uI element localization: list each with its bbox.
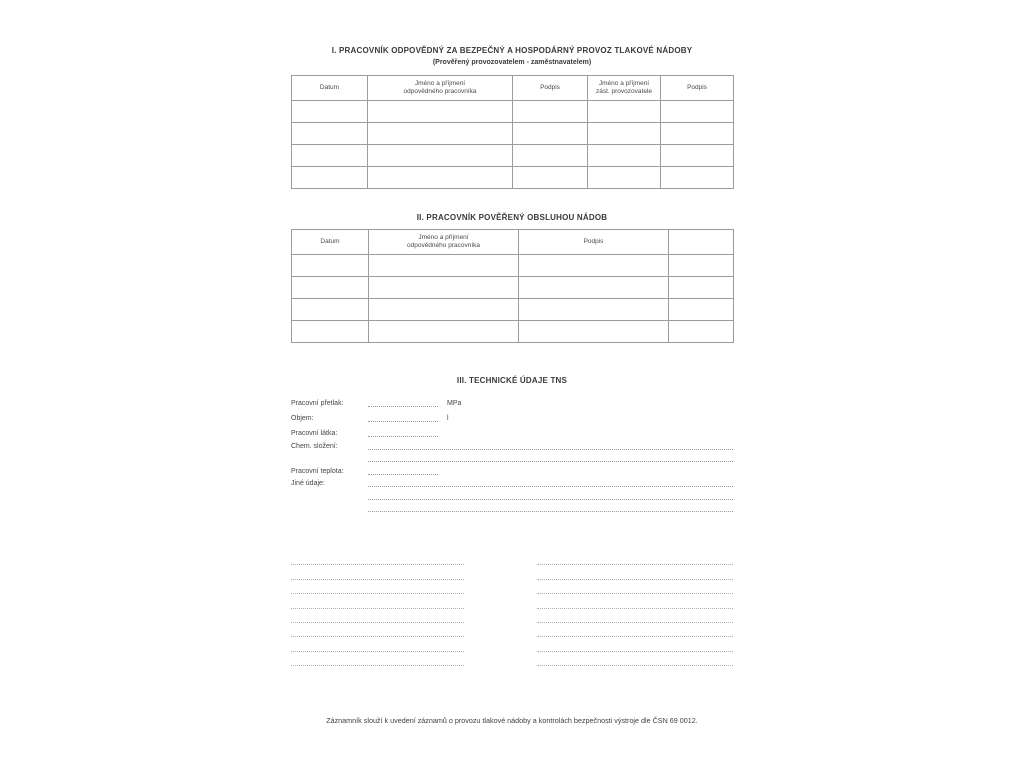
notes-column-right <box>537 551 733 666</box>
header-cell-blank <box>669 230 734 255</box>
header-cell-podpis-2: Podpis <box>661 76 734 101</box>
note-line <box>537 609 733 623</box>
note-line <box>537 580 733 594</box>
empty-cell <box>661 101 734 123</box>
field-row-continuation <box>291 451 733 464</box>
fill-in-line <box>368 473 438 475</box>
empty-cell <box>513 101 588 123</box>
empty-cell <box>292 101 368 123</box>
table-header-row <box>292 230 734 255</box>
fill-in-line <box>368 448 733 450</box>
table-row <box>292 321 734 343</box>
note-line <box>291 580 464 594</box>
table-row <box>292 299 734 321</box>
field-row-pracovni-pretlak <box>291 393 733 408</box>
note-line <box>291 565 464 579</box>
field-row-pracovni-teplota <box>291 463 733 476</box>
empty-cell <box>292 321 369 343</box>
fill-in-line <box>368 405 438 407</box>
empty-cell <box>588 145 661 167</box>
field-row-continuation <box>291 501 733 514</box>
note-line <box>537 565 733 579</box>
section1-subtitle: (Prověřený provozovatelem - zaměstnavatelem) <box>432 59 592 66</box>
note-line <box>537 637 733 651</box>
note-line <box>537 652 733 666</box>
technical-data-fields <box>291 393 733 513</box>
header-cell-podpis: Podpis <box>519 230 669 255</box>
empty-cell <box>661 145 734 167</box>
empty-cell <box>588 101 661 123</box>
table-row <box>292 255 734 277</box>
section1-title: I. PRACOVNÍK ODPOVĚDNÝ ZA BEZPEČNÝ A HOSPODÁRNÝ PROVOZ TLAKOVÉ NÁDOBY <box>331 46 693 55</box>
empty-cell <box>519 299 669 321</box>
field-label: Chem. složení: <box>291 442 338 450</box>
empty-cell <box>519 277 669 299</box>
empty-cell <box>661 123 734 145</box>
empty-cell <box>292 255 369 277</box>
note-line <box>537 551 733 565</box>
empty-cell <box>368 167 513 189</box>
empty-cell <box>369 255 519 277</box>
field-label: Pracovní přetlak: <box>291 400 344 407</box>
empty-cell <box>292 277 369 299</box>
empty-cell <box>369 299 519 321</box>
empty-cell <box>513 167 588 189</box>
notes-column-left <box>291 551 464 666</box>
empty-cell <box>292 299 369 321</box>
footer-note: Záznamník slouží k uvedení záznamů o provozu tlakové nádoby a kontrolách bezpečnosti výstroje dle ČSN 69 0012. <box>326 716 698 726</box>
table-row <box>292 167 734 189</box>
note-line <box>291 551 464 565</box>
empty-cell <box>292 123 368 145</box>
empty-cell <box>519 255 669 277</box>
fill-in-line <box>368 420 438 422</box>
fill-in-line <box>368 510 733 512</box>
table-row <box>292 101 734 123</box>
fill-in-line <box>368 460 733 462</box>
empty-cell <box>588 123 661 145</box>
field-label: Pracovní látka: <box>291 430 338 437</box>
empty-cell <box>669 299 734 321</box>
unit-label: l <box>447 415 449 422</box>
empty-cell <box>369 321 519 343</box>
empty-cell <box>669 255 734 277</box>
empty-cell <box>513 123 588 145</box>
header-cell-name-responsible: Jméno a příjmení odpovědného pracovníka <box>369 230 519 255</box>
field-row-continuation <box>291 488 733 501</box>
header-cell-name-responsible: Jméno a příjmení odpovědného pracovníka <box>368 76 513 101</box>
empty-cell <box>368 101 513 123</box>
header-cell-podpis: Podpis <box>513 76 588 101</box>
header-cell-datum: Datum <box>292 230 369 255</box>
fill-in-line <box>368 435 438 437</box>
section3-title: III. TECHNICKÉ ÚDAJE TNS <box>456 376 568 385</box>
form-page <box>291 0 733 725</box>
field-row-objem <box>291 408 733 423</box>
header-cell-datum: Datum <box>292 76 368 101</box>
empty-cell <box>669 277 734 299</box>
empty-cell <box>292 167 368 189</box>
empty-cell <box>368 123 513 145</box>
field-row-chem-slozeni <box>291 438 733 451</box>
notes-section <box>291 551 733 666</box>
table-row <box>292 277 734 299</box>
note-line <box>291 609 464 623</box>
note-line <box>291 637 464 651</box>
note-line <box>291 623 464 637</box>
note-line <box>291 594 464 608</box>
note-line <box>291 652 464 666</box>
field-label: Jiné údaje: <box>291 480 325 487</box>
field-label: Pracovní teplota: <box>291 467 344 475</box>
empty-cell <box>661 167 734 189</box>
empty-cell <box>292 145 368 167</box>
header-cell-name-deputy: Jméno a příjmení zást. provozovatele <box>588 76 661 101</box>
unit-label: MPa <box>447 400 462 407</box>
table-row <box>292 123 734 145</box>
field-label: Objem: <box>291 415 314 422</box>
empty-cell <box>368 145 513 167</box>
table-row <box>292 145 734 167</box>
field-row-pracovni-latka <box>291 423 733 438</box>
field-row-jine-udaje <box>291 476 733 489</box>
empty-cell <box>369 277 519 299</box>
fill-in-line <box>368 485 733 487</box>
table-header-row <box>292 76 734 101</box>
empty-cell <box>519 321 669 343</box>
empty-cell <box>513 145 588 167</box>
empty-cell <box>588 167 661 189</box>
note-line <box>537 594 733 608</box>
section2-title: II. PRACOVNÍK POVĚŘENÝ OBSLUHOU NÁDOB <box>416 213 608 222</box>
fill-in-line <box>368 498 733 500</box>
note-line <box>537 623 733 637</box>
empty-cell <box>669 321 734 343</box>
responsible-worker-table <box>291 75 734 189</box>
operator-table <box>291 229 734 343</box>
